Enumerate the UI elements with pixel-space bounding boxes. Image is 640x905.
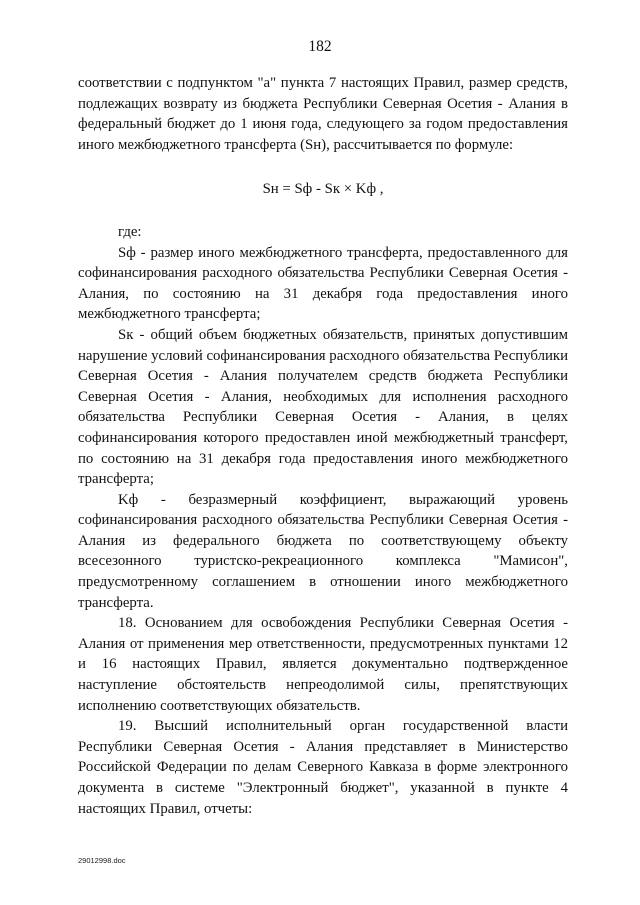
paragraph-intro: соответствии с подпунктом "а" пункта 7 настоящих Правил, размер средств, подлежащих возврату из бюджета Республики Северная Осетия - Алания в федеральный бюджет до 1 июня года, следующего за годом предоставления иного межбюджетного трансферта (Sн), рассчитывается по формуле: bbox=[78, 75, 568, 153]
formula: Sн = Sф - Sк × Kф , bbox=[262, 181, 384, 198]
file-footer: 29012998.doc bbox=[78, 856, 126, 865]
paragraph-item-18: 18. Основанием для освобождения Республики Северная Осетия - Алания от применения мер ответственности, предусмотренных пунктами 12 и 16 настоящих Правил, является документально подтвержденное наступление обстоятельств непреодолимой силы, препятствующих исполнению соответствующих обязательств. bbox=[78, 615, 568, 714]
paragraph-kf-definition: Kф - безразмерный коэффициент, выражающий уровень софинансирования расходного обязательства Республики Северная Осетия - Алания из федерального бюджета по соответствующему объекту всесезонного туристско-рекреационного комплекса "Мамисон", предусмотренному соглашением в отношении иного межбюджетного трансферта. bbox=[78, 491, 568, 611]
paragraph-item-19: 19. Высший исполнительный орган государственной власти Республики Северная Осетия - Алания представляет в Министерство Российской Федерации по делам Северного Кавказа в форме электронного документа в системе "Электронный бюджет", указанной в пункте 4 настоящих Правил, отчеты: bbox=[78, 718, 568, 817]
paragraph-where: где: bbox=[118, 223, 142, 240]
page-number: 182 bbox=[308, 38, 332, 55]
document-body bbox=[78, 73, 568, 819]
paragraph-sk-definition: Sк - общий объем бюджетных обязательств, принятых допустившим нарушение условий софинансирования расходного обязательства Республики Северная Осетия - Алания получателем средств бюджета Республики Северная Осетия - Алания, необходимых для исполнения расходного обязательства Республики Северная Осетия - Алания, в целях софинансирования которого предоставлен иной межбюджетный трансферт, по состоянию на 31 декабря года предоставления иного межбюджетного трансферта; bbox=[78, 326, 568, 488]
paragraph-sf-definition: Sф - размер иного межбюджетного трансферта, предоставленного для софинансирования расходного обязательства Республики Северная Осетия - Алания, по состоянию на 31 декабря года предоставления иного межбюджетного трансферта; bbox=[78, 244, 568, 323]
